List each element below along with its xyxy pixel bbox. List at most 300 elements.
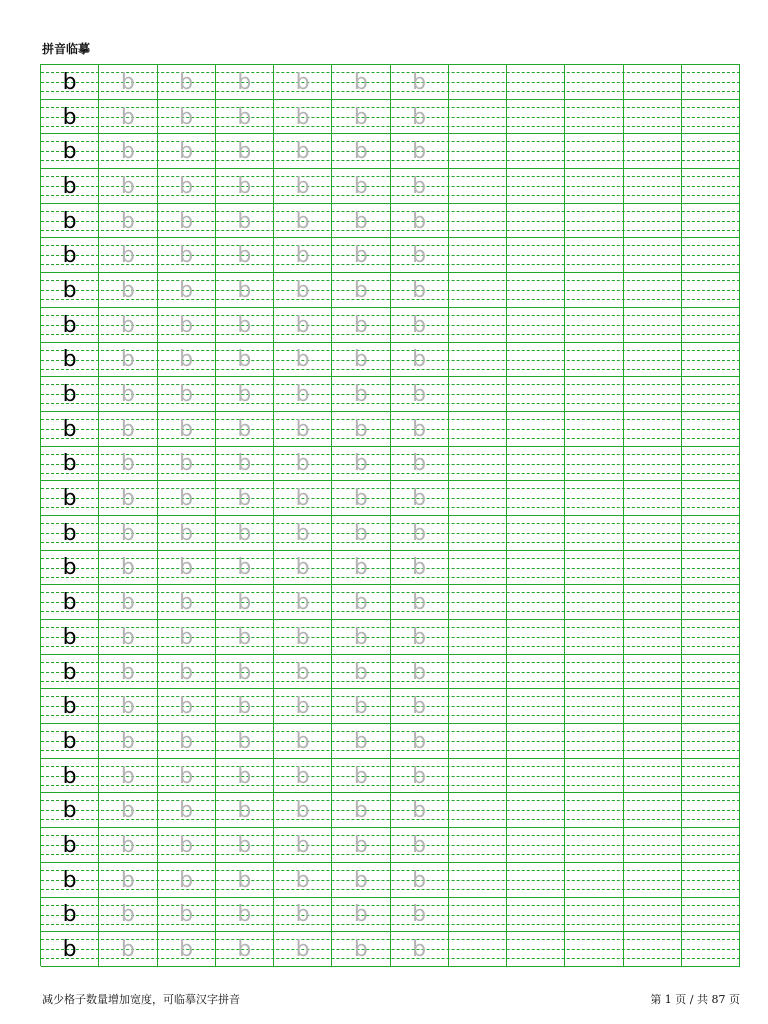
empty-cell (565, 793, 623, 827)
trace-letter-cell (158, 898, 216, 932)
model-letter-cell (41, 273, 99, 307)
empty-cell (449, 863, 507, 897)
trace-letter: b (353, 659, 368, 685)
trace-letter-cell (391, 204, 449, 238)
empty-cell (624, 308, 682, 342)
trace-letter-cell (99, 689, 157, 723)
trace-letter: b (295, 69, 310, 95)
trace-letter: b (237, 659, 252, 685)
trace-letter: b (353, 104, 368, 130)
trace-letter-cell (274, 620, 332, 654)
trace-letter: b (353, 555, 368, 581)
empty-cell (565, 620, 623, 654)
trace-letter-cell (216, 481, 274, 515)
empty-cell (449, 481, 507, 515)
trace-letter: b (353, 798, 368, 824)
trace-letter: b (237, 312, 252, 338)
trace-letter: b (353, 382, 368, 408)
trace-letter-cell (391, 343, 449, 377)
trace-letter: b (295, 243, 310, 269)
empty-cell (507, 377, 565, 411)
grid-row (41, 620, 740, 655)
trace-letter-cell (216, 238, 274, 272)
model-letter: b (62, 590, 77, 616)
empty-cell (565, 655, 623, 689)
model-letter-cell (41, 343, 99, 377)
trace-letter-cell (391, 655, 449, 689)
trace-letter: b (295, 659, 310, 685)
trace-letter: b (179, 832, 194, 858)
trace-letter: b (412, 312, 427, 338)
trace-letter-cell (99, 273, 157, 307)
trace-letter-cell (158, 169, 216, 203)
trace-letter: b (295, 520, 310, 546)
empty-cell (565, 204, 623, 238)
trace-letter-cell (332, 689, 390, 723)
trace-letter: b (295, 694, 310, 720)
empty-cell (449, 100, 507, 134)
empty-cell (449, 447, 507, 481)
model-letter: b (62, 832, 77, 858)
model-letter-cell (41, 689, 99, 723)
trace-letter-cell (332, 585, 390, 619)
trace-letter: b (295, 208, 310, 234)
trace-letter-cell (99, 343, 157, 377)
trace-letter-cell (99, 724, 157, 758)
model-letter-cell (41, 828, 99, 862)
trace-letter-cell (332, 412, 390, 446)
empty-cell (682, 551, 740, 585)
empty-cell (624, 447, 682, 481)
page-title: 拼音临摹 (42, 42, 91, 56)
empty-cell (624, 932, 682, 966)
model-letter: b (62, 486, 77, 512)
grid-row (41, 169, 740, 204)
empty-cell (682, 516, 740, 550)
trace-letter: b (237, 867, 252, 893)
empty-cell (507, 169, 565, 203)
empty-cell (449, 655, 507, 689)
empty-cell (507, 585, 565, 619)
trace-letter-cell (274, 204, 332, 238)
trace-letter: b (237, 902, 252, 928)
trace-letter-cell (274, 169, 332, 203)
model-letter-cell (41, 238, 99, 272)
empty-cell (449, 689, 507, 723)
trace-letter-cell (158, 516, 216, 550)
trace-letter-cell (216, 585, 274, 619)
trace-letter: b (179, 104, 194, 130)
empty-cell (507, 273, 565, 307)
trace-letter-cell (332, 551, 390, 585)
trace-letter: b (412, 763, 427, 789)
empty-cell (507, 412, 565, 446)
trace-letter: b (353, 416, 368, 442)
trace-letter-cell (99, 134, 157, 168)
trace-letter: b (295, 590, 310, 616)
trace-letter: b (179, 867, 194, 893)
trace-letter: b (120, 902, 135, 928)
trace-letter-cell (99, 898, 157, 932)
empty-cell (565, 377, 623, 411)
model-letter: b (62, 867, 77, 893)
model-letter: b (62, 937, 77, 963)
empty-cell (565, 898, 623, 932)
trace-letter: b (412, 555, 427, 581)
trace-letter: b (120, 173, 135, 199)
trace-letter: b (295, 173, 310, 199)
model-letter: b (62, 902, 77, 928)
trace-letter: b (179, 659, 194, 685)
model-letter-cell (41, 65, 99, 99)
trace-letter: b (412, 451, 427, 477)
trace-letter: b (120, 486, 135, 512)
trace-letter-cell (391, 932, 449, 966)
grid-row (41, 134, 740, 169)
model-letter: b (62, 104, 77, 130)
empty-cell (449, 308, 507, 342)
trace-letter-cell (158, 377, 216, 411)
trace-letter-cell (274, 343, 332, 377)
empty-cell (507, 655, 565, 689)
empty-cell (624, 655, 682, 689)
trace-letter: b (120, 798, 135, 824)
trace-letter-cell (332, 100, 390, 134)
empty-cell (565, 169, 623, 203)
trace-letter: b (353, 728, 368, 754)
empty-cell (682, 689, 740, 723)
trace-letter: b (353, 69, 368, 95)
empty-cell (449, 828, 507, 862)
trace-letter: b (179, 416, 194, 442)
grid-row (41, 655, 740, 690)
empty-cell (449, 898, 507, 932)
trace-letter: b (353, 937, 368, 963)
trace-letter-cell (391, 793, 449, 827)
empty-cell (449, 377, 507, 411)
trace-letter-cell (99, 932, 157, 966)
trace-letter-cell (158, 724, 216, 758)
empty-cell (624, 516, 682, 550)
model-letter: b (62, 416, 77, 442)
empty-cell (507, 134, 565, 168)
trace-letter-cell (391, 238, 449, 272)
trace-letter-cell (99, 447, 157, 481)
trace-letter: b (353, 208, 368, 234)
trace-letter-cell (274, 551, 332, 585)
grid-row (41, 828, 740, 863)
empty-cell (507, 65, 565, 99)
empty-cell (565, 65, 623, 99)
empty-cell (565, 585, 623, 619)
trace-letter: b (412, 728, 427, 754)
empty-cell (624, 100, 682, 134)
trace-letter: b (412, 139, 427, 165)
trace-letter: b (120, 382, 135, 408)
empty-cell (682, 134, 740, 168)
trace-letter: b (295, 451, 310, 477)
trace-letter-cell (99, 412, 157, 446)
trace-letter: b (237, 243, 252, 269)
trace-letter-cell (332, 343, 390, 377)
trace-letter-cell (99, 516, 157, 550)
trace-letter: b (353, 867, 368, 893)
trace-letter-cell (158, 585, 216, 619)
trace-letter: b (295, 937, 310, 963)
empty-cell (682, 308, 740, 342)
trace-letter-cell (216, 377, 274, 411)
empty-cell (624, 134, 682, 168)
empty-cell (624, 273, 682, 307)
trace-letter: b (412, 347, 427, 373)
empty-cell (507, 863, 565, 897)
empty-cell (624, 551, 682, 585)
trace-letter-cell (216, 724, 274, 758)
trace-letter: b (120, 69, 135, 95)
empty-cell (449, 585, 507, 619)
trace-letter: b (179, 798, 194, 824)
trace-letter-cell (158, 65, 216, 99)
trace-letter-cell (274, 516, 332, 550)
trace-letter: b (120, 243, 135, 269)
empty-cell (682, 238, 740, 272)
model-letter: b (62, 798, 77, 824)
trace-letter: b (179, 277, 194, 303)
trace-letter-cell (274, 134, 332, 168)
empty-cell (507, 689, 565, 723)
trace-letter-cell (391, 724, 449, 758)
empty-cell (624, 793, 682, 827)
trace-letter: b (353, 624, 368, 650)
trace-letter-cell (99, 481, 157, 515)
empty-cell (565, 343, 623, 377)
empty-cell (507, 516, 565, 550)
trace-letter-cell (391, 412, 449, 446)
empty-cell (507, 724, 565, 758)
empty-cell (682, 759, 740, 793)
trace-letter: b (295, 728, 310, 754)
trace-letter: b (353, 590, 368, 616)
empty-cell (682, 655, 740, 689)
trace-letter-cell (332, 377, 390, 411)
trace-letter: b (295, 382, 310, 408)
trace-letter-cell (274, 828, 332, 862)
empty-cell (449, 412, 507, 446)
trace-letter-cell (216, 100, 274, 134)
trace-letter-cell (391, 273, 449, 307)
trace-letter: b (120, 937, 135, 963)
grid-row (41, 724, 740, 759)
trace-letter-cell (216, 516, 274, 550)
trace-letter: b (179, 937, 194, 963)
empty-cell (565, 759, 623, 793)
trace-letter-cell (158, 793, 216, 827)
trace-letter-cell (99, 308, 157, 342)
model-letter-cell (41, 620, 99, 654)
trace-letter-cell (332, 169, 390, 203)
trace-letter: b (412, 590, 427, 616)
trace-letter: b (295, 347, 310, 373)
trace-letter-cell (216, 759, 274, 793)
trace-letter-cell (332, 204, 390, 238)
trace-letter-cell (158, 134, 216, 168)
trace-letter-cell (158, 655, 216, 689)
model-letter-cell (41, 169, 99, 203)
trace-letter-cell (216, 273, 274, 307)
trace-letter-cell (274, 655, 332, 689)
trace-letter: b (179, 728, 194, 754)
empty-cell (624, 65, 682, 99)
trace-letter: b (237, 104, 252, 130)
trace-letter: b (179, 382, 194, 408)
trace-letter-cell (158, 273, 216, 307)
trace-letter: b (179, 590, 194, 616)
trace-letter: b (412, 694, 427, 720)
empty-cell (565, 516, 623, 550)
trace-letter: b (353, 451, 368, 477)
trace-letter-cell (332, 793, 390, 827)
trace-letter-cell (216, 863, 274, 897)
empty-cell (682, 620, 740, 654)
trace-letter: b (179, 208, 194, 234)
empty-cell (507, 828, 565, 862)
trace-letter: b (295, 104, 310, 130)
empty-cell (449, 343, 507, 377)
trace-letter-cell (274, 724, 332, 758)
trace-letter-cell (391, 100, 449, 134)
trace-letter-cell (391, 551, 449, 585)
trace-letter: b (179, 451, 194, 477)
empty-cell (565, 689, 623, 723)
trace-letter-cell (332, 238, 390, 272)
trace-letter: b (237, 69, 252, 95)
trace-letter-cell (216, 828, 274, 862)
empty-cell (682, 204, 740, 238)
trace-letter: b (120, 277, 135, 303)
trace-letter-cell (332, 481, 390, 515)
trace-letter-cell (99, 551, 157, 585)
trace-letter: b (237, 208, 252, 234)
empty-cell (624, 724, 682, 758)
trace-letter: b (412, 659, 427, 685)
trace-letter-cell (332, 516, 390, 550)
trace-letter: b (120, 832, 135, 858)
empty-cell (624, 759, 682, 793)
model-letter: b (62, 555, 77, 581)
trace-letter: b (353, 312, 368, 338)
trace-letter: b (412, 902, 427, 928)
trace-letter-cell (216, 134, 274, 168)
trace-letter: b (295, 312, 310, 338)
model-letter-cell (41, 204, 99, 238)
trace-letter-cell (99, 377, 157, 411)
grid-row (41, 343, 740, 378)
trace-letter-cell (274, 863, 332, 897)
trace-letter: b (295, 798, 310, 824)
trace-letter: b (120, 312, 135, 338)
trace-letter-cell (216, 169, 274, 203)
trace-letter: b (353, 173, 368, 199)
empty-cell (624, 689, 682, 723)
model-letter-cell (41, 100, 99, 134)
empty-cell (624, 412, 682, 446)
trace-letter: b (120, 728, 135, 754)
trace-letter: b (179, 555, 194, 581)
empty-cell (682, 100, 740, 134)
empty-cell (565, 551, 623, 585)
trace-letter: b (412, 937, 427, 963)
trace-letter-cell (99, 759, 157, 793)
trace-letter: b (353, 243, 368, 269)
empty-cell (682, 169, 740, 203)
model-letter: b (62, 694, 77, 720)
trace-letter: b (295, 486, 310, 512)
trace-letter: b (353, 486, 368, 512)
trace-letter: b (237, 624, 252, 650)
trace-letter-cell (158, 759, 216, 793)
trace-letter: b (295, 763, 310, 789)
empty-cell (507, 308, 565, 342)
empty-cell (449, 273, 507, 307)
empty-cell (682, 343, 740, 377)
trace-letter: b (295, 624, 310, 650)
trace-letter: b (237, 486, 252, 512)
trace-letter: b (179, 173, 194, 199)
trace-letter-cell (391, 65, 449, 99)
empty-cell (682, 585, 740, 619)
empty-cell (449, 793, 507, 827)
trace-letter-cell (391, 377, 449, 411)
trace-letter: b (412, 416, 427, 442)
trace-letter: b (412, 173, 427, 199)
trace-letter-cell (391, 620, 449, 654)
grid-row (41, 238, 740, 273)
empty-cell (682, 828, 740, 862)
trace-letter-cell (391, 516, 449, 550)
empty-cell (565, 724, 623, 758)
trace-letter-cell (216, 343, 274, 377)
trace-letter-cell (274, 100, 332, 134)
trace-letter-cell (158, 551, 216, 585)
trace-letter: b (179, 312, 194, 338)
model-letter-cell (41, 863, 99, 897)
trace-letter-cell (99, 100, 157, 134)
trace-letter: b (237, 728, 252, 754)
trace-letter: b (179, 139, 194, 165)
empty-cell (565, 932, 623, 966)
trace-letter-cell (391, 759, 449, 793)
trace-letter-cell (391, 447, 449, 481)
practice-grid (40, 64, 740, 966)
trace-letter-cell (391, 863, 449, 897)
trace-letter: b (120, 694, 135, 720)
trace-letter: b (179, 520, 194, 546)
empty-cell (449, 134, 507, 168)
trace-letter: b (295, 277, 310, 303)
model-letter-cell (41, 412, 99, 446)
trace-letter-cell (274, 308, 332, 342)
grid-row (41, 932, 740, 967)
trace-letter: b (353, 277, 368, 303)
trace-letter-cell (158, 620, 216, 654)
grid-row (41, 308, 740, 343)
trace-letter-cell (332, 759, 390, 793)
empty-cell (682, 377, 740, 411)
trace-letter-cell (332, 447, 390, 481)
grid-row (41, 273, 740, 308)
trace-letter-cell (99, 585, 157, 619)
trace-letter: b (120, 416, 135, 442)
